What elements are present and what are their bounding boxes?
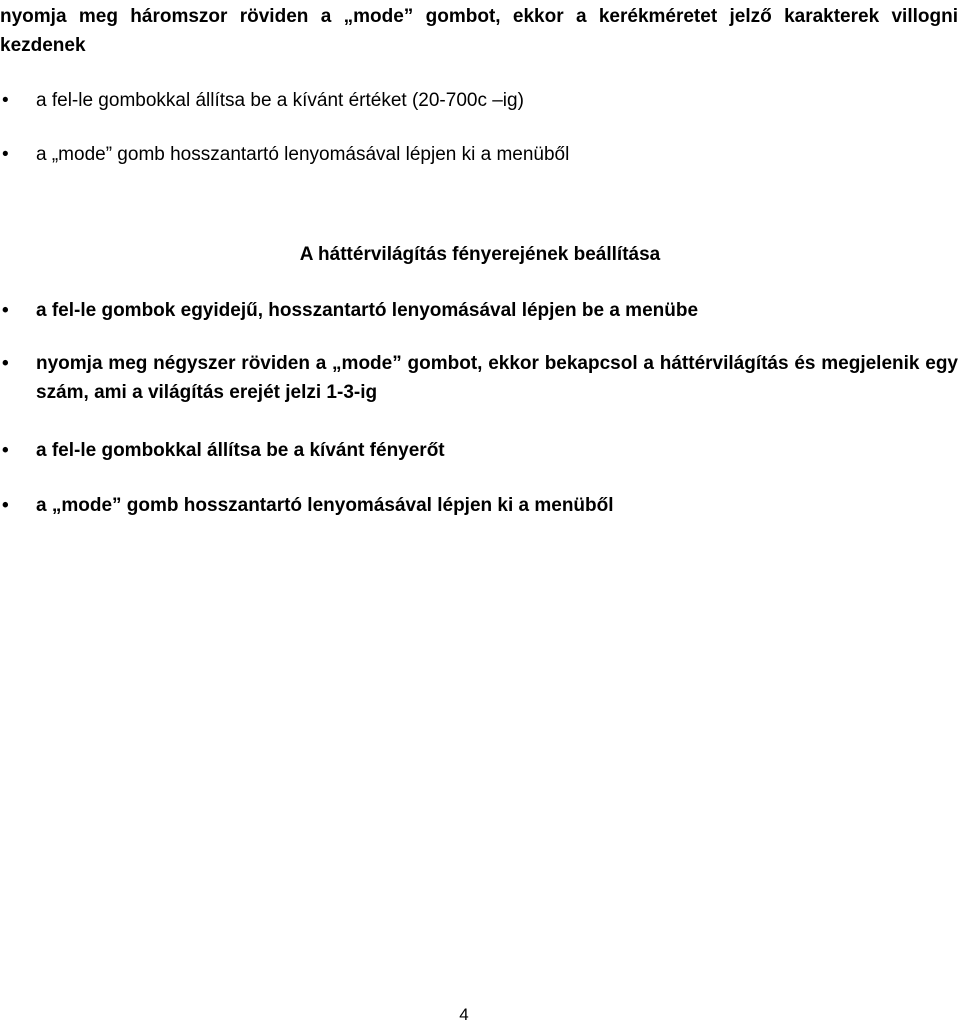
bullet-icon: • [2, 144, 9, 165]
list-item-text: a fel-le gombok egyidejű, hosszantartó lenyomásával lépjen be a menübe [36, 300, 699, 321]
intro-paragraph: nyomja meg háromszor röviden a „mode” gombot, ekkor a kerékméretet jelző karakterek villogni kezdenek [0, 6, 958, 56]
bullet-icon: • [2, 300, 9, 321]
bullet-icon: • [2, 353, 9, 374]
list-item-text: a „mode” gomb hosszantartó lenyomásával lépjen ki a menüből [36, 144, 570, 165]
list-item-text: a fel-le gombokkal állítsa be a kívánt fényerőt [36, 440, 445, 461]
list-item-text: a „mode” gomb hosszantartó lenyomásával lépjen ki a menüből [36, 495, 614, 516]
list-item-text: a fel-le gombokkal állítsa be a kívánt értéket (20-700c –ig) [36, 90, 524, 111]
bullet-icon: • [2, 90, 9, 111]
page-number: 4 [459, 1005, 469, 1024]
bullet-icon: • [2, 495, 9, 516]
list-item-text: nyomja meg négyszer röviden a „mode” gombot, ekkor bekapcsol a háttérvilágítás és megjelenik egy szám, ami a világítás erejét jelzi 1-3-ig [36, 353, 958, 403]
bullet-icon: • [2, 440, 9, 461]
section-heading: A háttérvilágítás fényerejének beállítása [299, 244, 661, 265]
